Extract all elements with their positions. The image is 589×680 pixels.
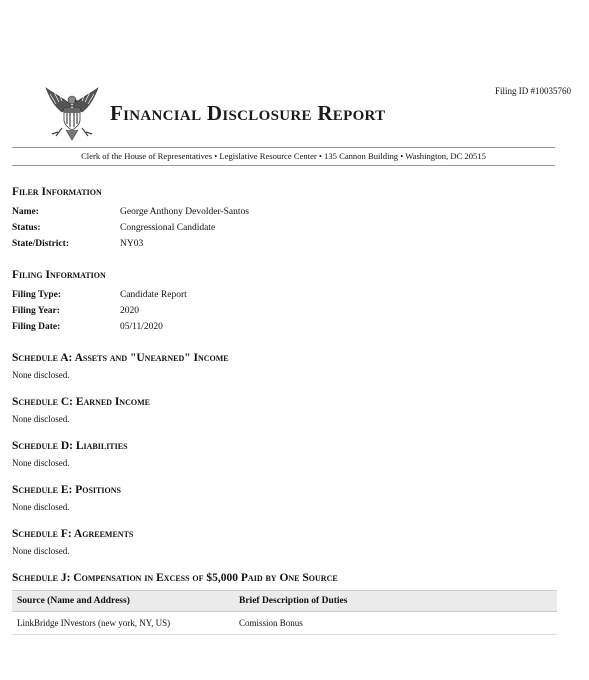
section-title: Schedule D: Liabilities <box>12 440 128 452</box>
schedule-d-section <box>12 440 557 468</box>
section-title: Schedule J: Compensation in Excess of $5,000 Paid by One Source <box>12 572 338 584</box>
none-disclosed-text: None disclosed. <box>12 458 70 468</box>
field-row <box>12 204 557 220</box>
table-header-row <box>12 591 557 612</box>
section-title: Filing Information <box>12 269 106 281</box>
column-header-duties: Brief Description of Duties <box>234 591 557 612</box>
field-row <box>12 236 557 252</box>
compensation-table <box>12 590 557 635</box>
column-header-source: Source (Name and Address) <box>12 591 234 612</box>
section-title: Schedule A: Assets and "Unearned" Income <box>12 352 229 364</box>
field-label: State/District: <box>12 239 69 249</box>
field-row <box>12 287 557 303</box>
filing-id: Filing ID #10035760 <box>494 86 571 96</box>
eagle-seal-icon <box>44 84 100 142</box>
field-value: George Anthony Devolder-Santos <box>120 207 249 217</box>
source-cell: LinkBridge INvestors (new york, NY, US) <box>12 612 234 635</box>
schedule-e-section <box>12 484 557 512</box>
field-value: Congressional Candidate <box>120 223 216 233</box>
filing-information-section <box>12 269 557 335</box>
schedule-f-section <box>12 528 557 556</box>
schedule-a-section <box>12 352 557 380</box>
none-disclosed-text: None disclosed. <box>12 502 70 512</box>
report-content <box>12 186 557 652</box>
field-label: Filing Year: <box>12 306 60 316</box>
schedule-j-section <box>12 572 557 635</box>
field-label: Filing Type: <box>12 290 62 300</box>
section-title: Schedule C: Earned Income <box>12 396 150 408</box>
schedule-c-section <box>12 396 557 424</box>
duties-cell: Comission Bonus <box>234 612 557 635</box>
field-row <box>12 220 557 236</box>
field-label: Name: <box>12 207 39 217</box>
section-title: Schedule E: Positions <box>12 484 121 496</box>
address-bar: Clerk of the House of Representatives • Legislative Resource Center • 135 Cannon Building • Washington, DC 20515 <box>12 147 555 166</box>
field-row <box>12 319 557 335</box>
filer-information-section <box>12 186 557 252</box>
field-value: Candidate Report <box>120 290 187 300</box>
none-disclosed-text: None disclosed. <box>12 546 70 556</box>
field-value: 2020 <box>120 306 139 316</box>
field-label: Filing Date: <box>12 322 61 332</box>
field-label: Status: <box>12 223 41 233</box>
field-value: NY03 <box>120 239 144 249</box>
section-title: Schedule F: Agreements <box>12 528 134 540</box>
table-row <box>12 612 557 635</box>
field-row <box>12 303 557 319</box>
none-disclosed-text: None disclosed. <box>12 370 70 380</box>
none-disclosed-text: None disclosed. <box>12 414 70 424</box>
section-title: Filer Information <box>12 186 102 198</box>
report-title: Financial Disclosure Report <box>110 100 386 125</box>
report-header <box>44 84 385 142</box>
field-value: 05/11/2020 <box>120 322 163 332</box>
